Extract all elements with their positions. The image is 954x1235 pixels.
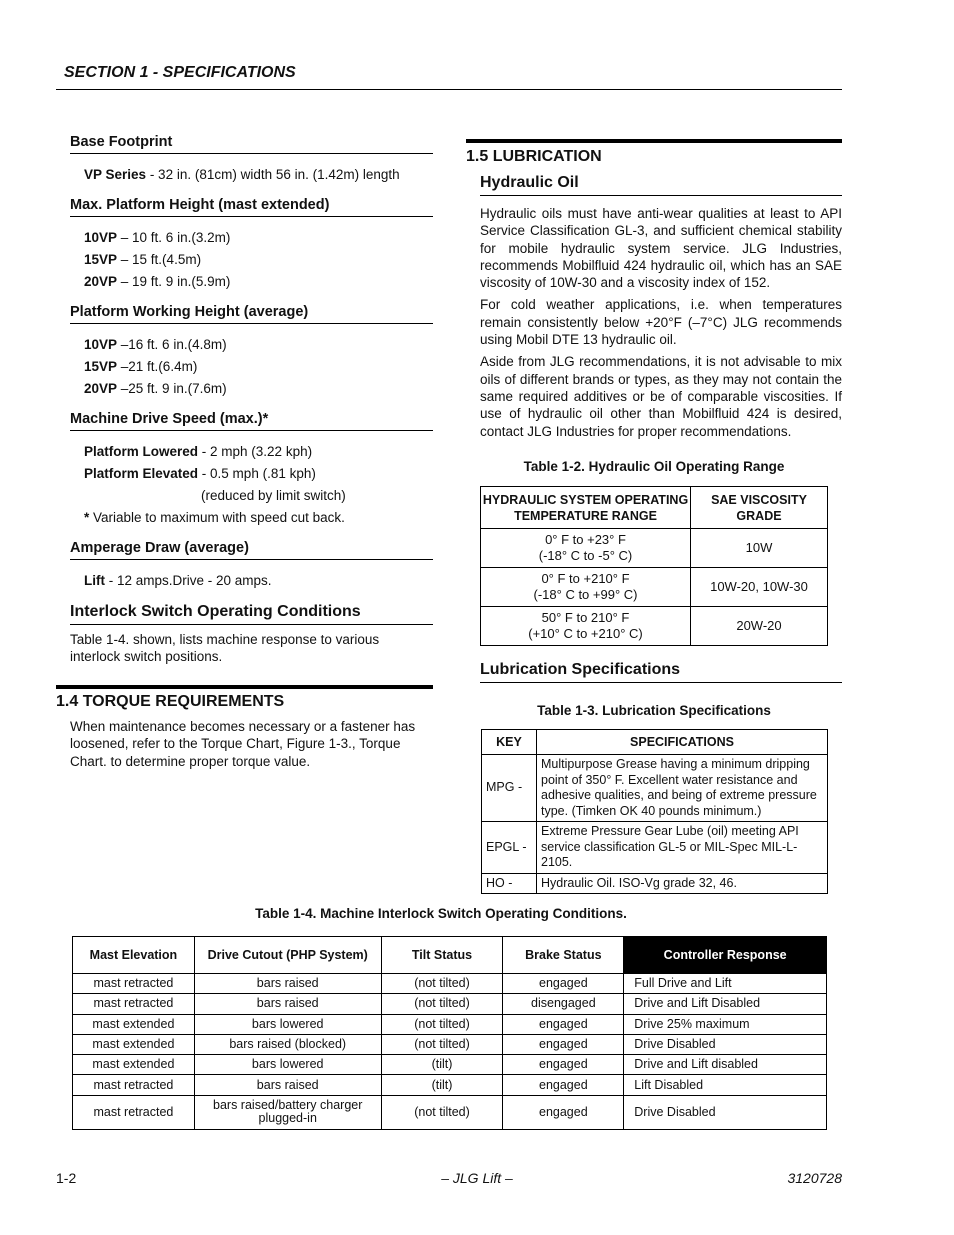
table14-cell: disengaged [503,994,624,1014]
spec-label: 15VP [84,359,118,374]
spec-value: - 12 amps.Drive - 20 amps. [105,573,272,588]
table14-cell: Lift Disabled [624,1075,827,1095]
range-celsius: (-18° C to +99° C) [533,587,638,602]
table13-header-key: KEY [482,730,537,755]
lubrication-heading: 1.5 LUBRICATION [466,148,602,165]
footer-title: – JLG Lift – [441,1170,513,1186]
lube-spec-cell: Multipurpose Grease having a minimum dripping point of 350° F. Excellent water resistance and adhesive qualities, and being of extreme pressure type. (Timken OK 40 pounds minimum.) [537,755,828,822]
hydraulic-para-3: Aside from JLG recommendations, it is not advisable to mix oils of different brands or types, as they may not contain the same required additives or be of comparable viscosities. If use of hydraulic oil other than Mobilfluid 424 is desired, contact JLG Industries for proper recommendations. [480,354,842,439]
table-row [482,822,828,874]
table14-cell: mast retracted [73,974,195,994]
table-row [482,873,828,894]
spec-entry [84,249,433,271]
working-height-list [70,324,433,400]
lube-spec-cell: Extreme Pressure Gear Lube (oil) meeting API service classification GL-5 or MIL-Spec MIL-L-2105. [537,822,828,874]
range-celsius: (-18° C to -5° C) [538,548,633,563]
table-row [482,755,828,822]
table14-cell: bars raised [194,994,381,1014]
viscosity-grade-cell: 20W-20 [691,607,828,646]
spec-value: – 15 ft.(4.5m) [117,252,202,267]
spec-entry [84,463,433,485]
table-row [73,1034,827,1054]
hydraulic-para-1: Hydraulic oils must have anti-wear qualities at least to API Service Classification GL-3, and sufficient chemical stability for mobile hydraulic system service. JLG Industries, recommends Mobilfluid 424 hydraulic oil, which has an SAE viscosity of 10W-30 and a viscosity index of 152. [480,206,842,291]
spec-label: 20VP [84,381,118,396]
table-row [73,974,827,994]
spec-entry [84,271,433,293]
spec-entry [84,570,433,592]
right-column [466,139,842,440]
lube-key-cell: HO - [482,873,537,894]
spec-label: Platform Lowered [84,444,199,459]
table14-cell: Drive and Lift disabled [624,1055,827,1075]
table14-cell: Full Drive and Lift [624,974,827,994]
working-height-heading: Platform Working Height (average) [70,304,433,324]
amperage-list [70,560,433,592]
spec-label: 10VP [84,337,118,352]
spec-label: Platform Elevated [84,466,199,481]
table14-header-cell: Drive Cutout (PHP System) [194,937,381,974]
lube-key-cell: MPG - [482,755,537,822]
table14-cell: mast retracted [73,994,195,1014]
table-row [73,994,827,1014]
hydraulic-oil-heading: Hydraulic Oil [480,174,842,196]
lube-spec-heading: Lubrication Specifications [480,661,842,683]
spec-value: - 32 in. (81cm) width 56 in. (1.42m) length [146,167,400,182]
spec-value: –16 ft. 6 in.(4.8m) [117,337,227,352]
table14-header-cell: Mast Elevation [73,937,195,974]
torque-text: When maintenance becomes necessary or a fastener has loosened, refer to the Torque Chart, Figure 1-3., Torque Chart. to determine proper torque value. [70,719,416,769]
footer-page-number: 1-2 [56,1170,77,1186]
spec-label: 20VP [84,274,118,289]
table-row [481,529,828,568]
table14-cell: bars lowered [194,1014,381,1034]
table14-cell: Drive 25% maximum [624,1014,827,1034]
table14-cell: engaged [503,1014,624,1034]
lube-spec-cell: Hydraulic Oil. ISO-Vg grade 32, 46. [537,873,828,894]
table14-cell: engaged [503,974,624,994]
table14-caption: Table 1-4. Machine Interlock Switch Operating Conditions. [255,906,627,921]
spec-value: – 10 ft. 6 in.(3.2m) [117,230,231,245]
torque-heading: 1.4 TORQUE REQUIREMENTS [56,693,285,710]
viscosity-grade-cell: 10W [691,529,828,568]
spec-value: Variable to maximum with speed cut back. [89,510,345,525]
spec-entry [84,334,433,356]
platform-height-heading: Max. Platform Height (mast extended) [70,197,433,217]
table14-cell: (not tilted) [381,974,503,994]
range-fahrenheit: 50° F to 210° F [541,610,630,625]
table14-cell: bars raised (blocked) [194,1034,381,1054]
spec-entry [84,441,433,463]
spec-label: 10VP [84,230,118,245]
table14-header-cell: Brake Status [503,937,624,974]
range-celsius: (+10° C to +210° C) [528,626,643,641]
table13-header-spec: SPECIFICATIONS [537,730,828,755]
table-row [73,1014,827,1034]
table-row [481,568,828,607]
hydraulic-range-table [480,486,828,646]
spec-label: Lift [84,573,105,588]
footer-doc-number: 3120728 [787,1170,842,1186]
spec-entry [84,164,433,186]
table14-cell: engaged [503,1055,624,1075]
table14-cell: (not tilted) [381,1034,503,1054]
section-title: SECTION 1 - SPECIFICATIONS [64,64,296,81]
range-fahrenheit: 0° F to +23° F [545,532,626,547]
platform-height-list [70,217,433,293]
spec-value: – 19 ft. 9 in.(5.9m) [117,274,231,289]
spec-label: 15VP [84,252,118,267]
header-rule [56,89,842,90]
spec-value: –21 ft.(6.4m) [117,359,198,374]
drive-speed-heading: Machine Drive Speed (max.)* [70,411,433,431]
lube-spec-table [481,729,828,894]
table12-header-range: HYDRAULIC SYSTEM OPERATING TEMPERATURE RANGE [481,487,691,529]
table13-caption: Table 1-3. Lubrication Specifications [537,703,771,718]
table14-cell: mast extended [73,1034,195,1054]
spec-label: * [84,510,90,525]
spec-entry [84,485,433,507]
table14-cell: Drive Disabled [624,1034,827,1054]
amperage-heading: Amperage Draw (average) [70,540,433,560]
table14-cell: mast extended [73,1014,195,1034]
lube-key-cell: EPGL - [482,822,537,874]
table12-caption: Table 1-2. Hydraulic Oil Operating Range [523,459,785,474]
drive-speed-list [70,431,433,529]
spec-value: - 0.5 mph (.81 kph) [198,466,316,481]
temperature-range-cell [481,568,691,607]
table-row [73,1055,827,1075]
spec-entry [84,507,433,529]
temperature-range-cell [481,607,691,646]
torque-rule [56,685,433,689]
spec-entry [84,227,433,249]
table14-cell: bars lowered [194,1055,381,1075]
table14-header-cell: Tilt Status [381,937,503,974]
spec-label: VP Series [84,167,147,182]
table14-cell: engaged [503,1095,624,1129]
table14-cell: Drive Disabled [624,1095,827,1129]
table12-header-grade: SAE VISCOSITY GRADE [691,487,828,529]
table-row [73,1095,827,1129]
torque-section [56,685,433,770]
table14-cell: bars raised/battery charger plugged-in [194,1095,381,1129]
table14-cell: mast retracted [73,1075,195,1095]
left-column [70,134,433,666]
table14-cell: Drive and Lift Disabled [624,994,827,1014]
base-footprint-list [70,154,433,186]
viscosity-grade-cell: 10W-20, 10W-30 [691,568,828,607]
hydraulic-para-2: For cold weather applications, i.e. when temperatures remain consistently below +20°F (–7°C) JLG recommends using Mobil DTE 13 hydraulic oil. [480,297,842,348]
table14-cell: mast retracted [73,1095,195,1129]
table14-cell: (not tilted) [381,1095,503,1129]
temperature-range-cell [481,529,691,568]
range-fahrenheit: 0° F to +210° F [541,571,630,586]
table-row [481,607,828,646]
table14-cell: (not tilted) [381,994,503,1014]
interlock-text: Table 1-4. shown, lists machine response to various interlock switch positions. [70,632,380,665]
table14-cell: mast extended [73,1055,195,1075]
spec-value: (reduced by limit switch) [201,488,346,503]
spec-entry [84,378,433,400]
table14-cell: bars raised [194,974,381,994]
interlock-heading: Interlock Switch Operating Conditions [70,603,433,625]
interlock-table [72,936,827,1130]
table14-cell: engaged [503,1075,624,1095]
spec-value: - 2 mph (3.22 kph) [198,444,313,459]
table14-cell: (tilt) [381,1075,503,1095]
table14-cell: (not tilted) [381,1014,503,1034]
table14-header-cell: Controller Response [624,937,827,974]
lubrication-rule [466,139,842,143]
table14-cell: engaged [503,1034,624,1054]
spec-entry [84,356,433,378]
table14-cell: bars raised [194,1075,381,1095]
table-row [73,1075,827,1095]
base-footprint-heading: Base Footprint [70,134,433,154]
spec-value: –25 ft. 9 in.(7.6m) [117,381,227,396]
table14-cell: (tilt) [381,1055,503,1075]
